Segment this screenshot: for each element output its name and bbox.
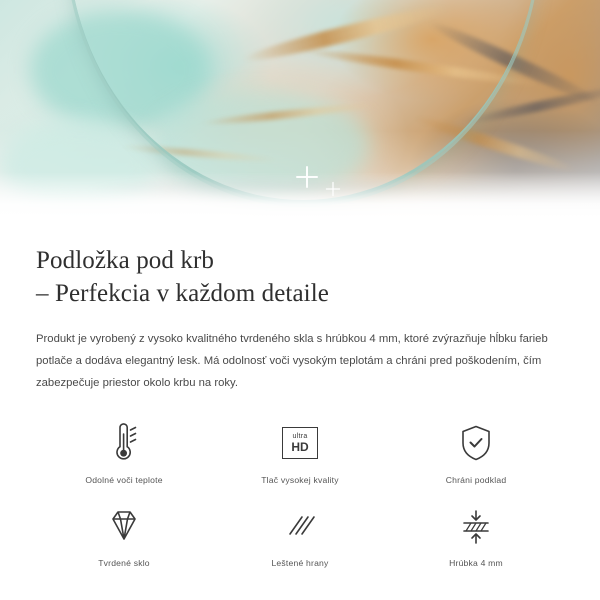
ultra-hd-badge-top: ultra: [292, 433, 308, 441]
shield-check-icon: [456, 420, 496, 466]
hero-bottom-fade: [0, 172, 600, 218]
thickness-arrows-icon: [454, 503, 498, 549]
page-title: [36, 244, 564, 310]
feature-item-polished-edges: [212, 503, 388, 568]
page-title-line-1: Podložka pod krb: [36, 247, 214, 274]
feature-item-surface-protection: [388, 420, 564, 485]
feature-label: Tlač vysokej kvality: [261, 475, 339, 486]
content-block: [0, 218, 600, 568]
feature-item-print-quality: [212, 420, 388, 485]
page-title-line-2: – Perfekcia v každom detaile: [36, 280, 329, 307]
feature-label: Hrúbka 4 mm: [449, 558, 503, 569]
ultra-hd-badge-bottom: HD: [291, 440, 309, 455]
feature-item-tempered-glass: [36, 503, 212, 568]
ultra-hd-icon: [282, 420, 318, 466]
product-description-text: Produkt je vyrobený z vysoko kvalitného tvrdeného skla s hrúbkou 4 mm, ktoré zvýrazňuje hĺbku farieb potlače a dodáva elegantný lesk. Má odolnosť voči vysokým teplotám a chráni pred poškodením, čím zabezpečuje priestor okolo krbu na roky.: [36, 333, 548, 390]
thermometer-icon: [104, 420, 144, 466]
feature-item-thickness: [388, 503, 564, 568]
polished-edges-icon: [278, 503, 322, 549]
diamond-icon: [102, 503, 146, 549]
feature-label: Tvrdené sklo: [98, 558, 150, 569]
hero-product-image: [0, 0, 600, 218]
feature-label: Leštené hrany: [271, 558, 329, 569]
feature-label: Odolné voči teplote: [85, 475, 163, 486]
feature-label: Chráni podklad: [445, 475, 507, 486]
feature-item-heat-resistant: [36, 420, 212, 485]
feature-grid: [36, 420, 564, 568]
